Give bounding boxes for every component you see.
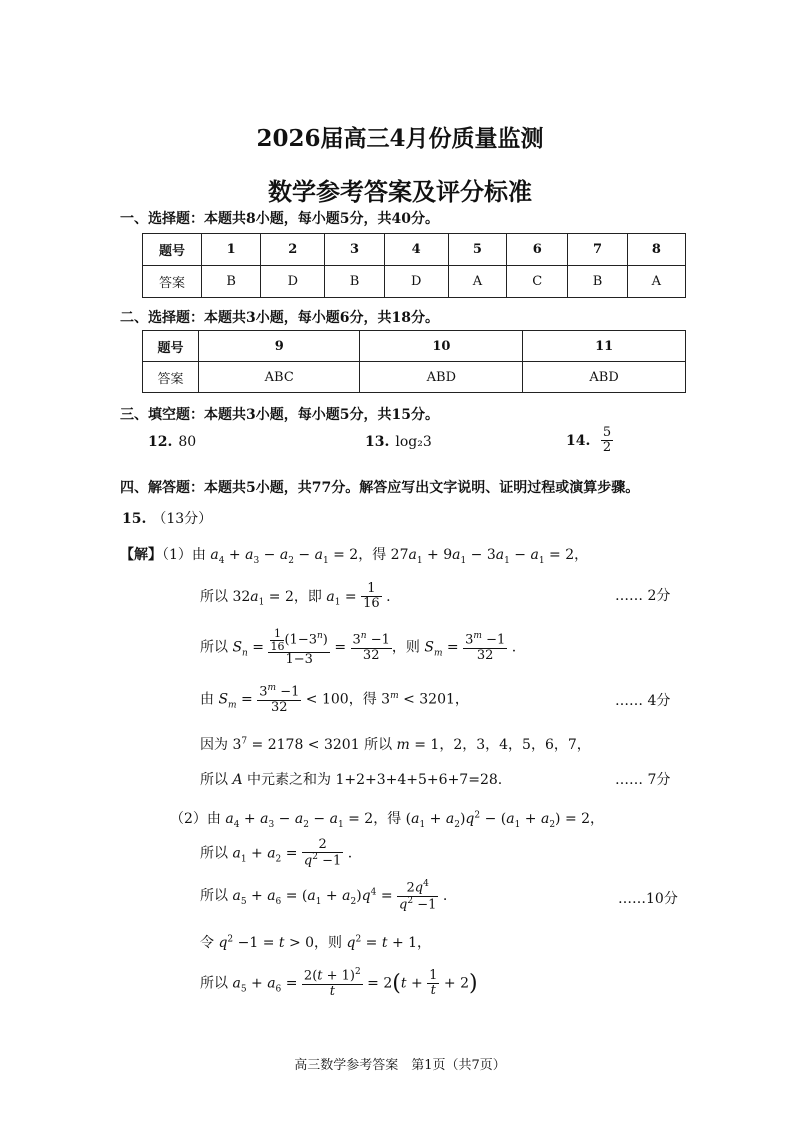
answer-cell: A bbox=[448, 266, 506, 298]
question-number: 6 bbox=[507, 234, 568, 266]
exam-subtitle: 数学参考答案及评分标准 bbox=[268, 177, 532, 206]
question-number: 2 bbox=[261, 234, 325, 266]
answer-cell: A bbox=[627, 266, 685, 298]
section4-heading: 四、解答题：本题共5小题，共77分。解答应写出文字说明、证明过程或演算步骤。 bbox=[120, 480, 640, 496]
solution-line-8: 所以 $a_1 + a_2$ = $\frac{2}{q^2 -1}$ . bbox=[200, 837, 353, 869]
score-marker: …… 4分 bbox=[615, 693, 671, 709]
solution-line-11: 所以 $a_5 + a_6$ = $\frac{2(t + 1)^2}{t}$ = 2(t + $\frac{1}{t}$ + 2) bbox=[200, 967, 478, 999]
fill-answer-14 bbox=[566, 426, 613, 456]
score-marker: …… 7分 bbox=[615, 772, 671, 788]
answer-cell: D bbox=[384, 266, 448, 298]
item-answer: log₂3 bbox=[395, 434, 432, 450]
solution-line-7: （2）由 $a_4 + a_3 - a_2 - a_1 = 2$，得 $(a_1 + a_2)q^2 - (a_1 + a_2) = 2$， bbox=[170, 810, 605, 830]
question-number: 11 bbox=[523, 331, 686, 362]
answer-cell: D bbox=[261, 266, 325, 298]
solution-line-2: 所以 $32a_1 = 2$，即 $a_1$ = $\frac{1}{16}$ . bbox=[200, 581, 391, 612]
item-number: 13. bbox=[365, 434, 390, 450]
answer-cell: ABD bbox=[523, 362, 686, 393]
part-label: （1） bbox=[162, 547, 192, 563]
problem-15-header bbox=[122, 508, 212, 528]
solution-line-6: 所以 A 中元素之和为 1+2+3+4+5+6+7=28. bbox=[200, 772, 503, 788]
solution-line-9: 所以 $a_5 + a_6 = (a_1 + a_2)q^4$ = $\frac{2q^4}{q^2 -1}$ . bbox=[200, 879, 448, 912]
question-number: 10 bbox=[360, 331, 523, 362]
page-footer: 高三数学参考答案 第1页（共7页） bbox=[294, 1058, 506, 1073]
answer-cell: ABC bbox=[199, 362, 360, 393]
score-marker: ……10分 bbox=[618, 891, 678, 907]
row-label-number: 题号 bbox=[143, 234, 202, 266]
row-label-answer: 答案 bbox=[143, 362, 199, 393]
question-number: 8 bbox=[627, 234, 685, 266]
item-answer: 80 bbox=[178, 434, 197, 450]
score-marker: …… 2分 bbox=[615, 588, 671, 604]
solution-line-3: 所以 $S_n$ = $\frac{1}{16}$ $(1-3^n)$ 1−3 = $\frac{3^n -1}{32}$ ，则 $S_m$ = $\frac{3^m -1}{32}$ . bbox=[200, 627, 517, 668]
solution-line-10: 令 $q^2 -1 = t > 0$，则 $q^2 = t + 1$， bbox=[200, 934, 432, 951]
exam-title: 2026届高三4月份质量监测 bbox=[256, 125, 544, 152]
answer-cell: C bbox=[507, 266, 568, 298]
item-number: 12. bbox=[148, 434, 173, 450]
answer-cell: B bbox=[202, 266, 261, 298]
fill-answer-13 bbox=[365, 434, 432, 450]
solution-line-4: 由 $S_m$ = $\frac{3^m -1}{32}$ < 100，得 $3^m < 3201$， bbox=[200, 683, 469, 715]
solution-tag: 【解】 bbox=[120, 547, 162, 563]
section2-heading: 二、选择题：本题共3小题，每小题6分，共18分。 bbox=[120, 310, 439, 326]
section1-heading: 一、选择题：本题共8小题，每小题5分，共40分。 bbox=[120, 211, 439, 227]
answer-cell: B bbox=[325, 266, 384, 298]
section2-answer-table bbox=[142, 330, 686, 393]
fill-answer-12 bbox=[148, 434, 196, 450]
item-number: 14. bbox=[566, 432, 591, 449]
fraction-answer: $\frac{5}{2}$ bbox=[602, 425, 612, 456]
solution-line-1: 【解】（1）由 $a_4 + a_3 - a_2 - a_1 = 2$，得 $27a_1 + 9a_1 - 3a_1 - a_1 = 2$， bbox=[120, 547, 589, 566]
question-number: 1 bbox=[202, 234, 261, 266]
row-label-answer: 答案 bbox=[143, 266, 202, 298]
row-label-number: 题号 bbox=[143, 331, 199, 362]
question-number: 4 bbox=[384, 234, 448, 266]
question-number: 5 bbox=[448, 234, 506, 266]
answer-cell: ABD bbox=[360, 362, 523, 393]
section1-answer-table bbox=[142, 233, 686, 298]
solution-line-5: 因为 $3^7 = 2178 < 3201$ 所以 m = 1，2，3，4，5，6，7， bbox=[200, 736, 591, 753]
question-number: 9 bbox=[199, 331, 360, 362]
part-label: （2） bbox=[170, 811, 207, 827]
problem-number: 15. bbox=[122, 511, 147, 527]
section3-heading: 三、填空题：本题共3小题，每小题5分，共15分。 bbox=[120, 407, 439, 423]
answer-cell: B bbox=[568, 266, 627, 298]
question-number: 3 bbox=[325, 234, 384, 266]
question-number: 7 bbox=[568, 234, 627, 266]
problem-points: （13分） bbox=[152, 511, 213, 527]
